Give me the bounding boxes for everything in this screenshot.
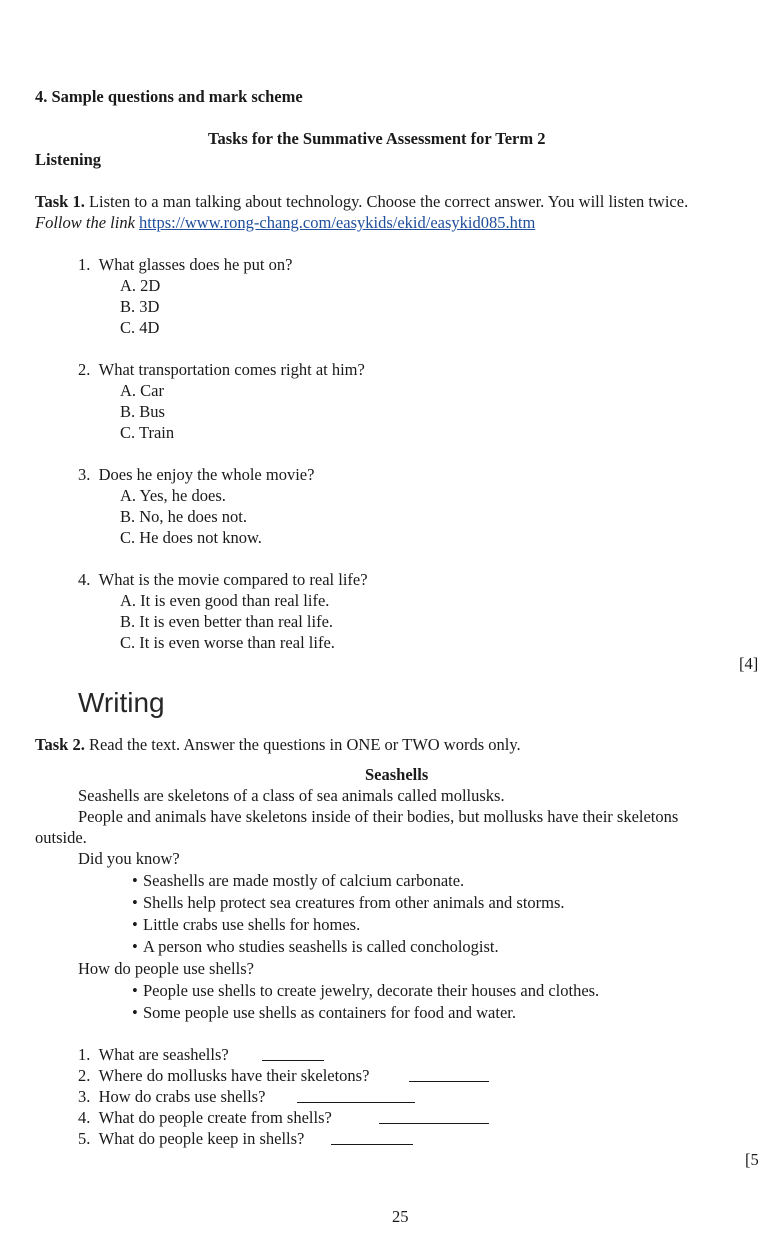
fact-item: • Little crabs use shells for homes.	[132, 915, 361, 934]
writing-question-3: 3. How do crabs use shells?	[78, 1087, 266, 1106]
listening-question-4: 4. What is the movie compared to real life?	[78, 570, 368, 589]
answer-blank-5[interactable]	[331, 1130, 413, 1145]
task1-text: Listen to a man talking about technology. Choose the correct answer. You will listen twice.	[88, 192, 689, 211]
writing-heading: Writing	[78, 687, 165, 718]
page-title: Tasks for the Summative Assessment for Term 2	[208, 129, 546, 148]
listening-heading: Listening	[35, 150, 102, 169]
how-use-heading: How do people use shells?	[78, 959, 254, 978]
writing-question-4: 4. What do people create from shells?	[78, 1108, 332, 1127]
text-title: Seashells	[365, 765, 429, 784]
task2-text: Read the text. Answer the questions in ONE or TWO words only.	[88, 735, 521, 754]
writing-question-2: 2. Where do mollusks have their skeletons?	[78, 1066, 370, 1085]
answer-blank-2[interactable]	[409, 1067, 489, 1082]
listening-q3-option-b: B. No, he does not.	[120, 507, 247, 526]
paragraph-2: People and animals have skeletons inside of their bodies, but mollusks have their skeletons	[78, 807, 679, 826]
task2-instruction	[35, 737, 521, 754]
listening-q3-option-c: C. He does not know.	[120, 528, 262, 547]
task2-label: Task 2.	[35, 735, 85, 754]
section-heading: 4. Sample questions and mark scheme	[35, 87, 303, 106]
writing-question-1: 1. What are seashells?	[78, 1045, 229, 1064]
listening-question-3: 3. Does he enjoy the whole movie?	[78, 465, 315, 484]
did-you-know-heading: Did you know?	[78, 849, 180, 868]
answer-blank-1[interactable]	[262, 1046, 324, 1061]
fact-item: • Seashells are made mostly of calcium carbonate.	[132, 871, 465, 890]
audio-link[interactable]: https://www.rong-chang.com/easykids/ekid/easykid085.htm	[139, 213, 536, 232]
listening-q1-option-a: A. 2D	[120, 276, 161, 295]
use-item: • Some people use shells as containers for food and water.	[132, 1003, 516, 1022]
paragraph-1: Seashells are skeletons of a class of sea animals called mollusks.	[78, 786, 505, 805]
task1-label: Task 1.	[35, 192, 85, 211]
answer-blank-4[interactable]	[379, 1109, 489, 1124]
use-item: • People use shells to create jewelry, decorate their houses and clothes.	[132, 981, 600, 1000]
task1-link-line	[35, 215, 535, 232]
listening-q1-option-b: B. 3D	[120, 297, 160, 316]
paragraph-2-continued: outside.	[35, 828, 87, 847]
listening-question-1: 1. What glasses does he put on?	[78, 255, 293, 274]
listening-q2-option-b: B. Bus	[120, 402, 165, 421]
listening-q4-option-c: C. It is even worse than real life.	[120, 633, 335, 652]
writing-marks: [5	[745, 1150, 759, 1169]
listening-question-2: 2. What transportation comes right at him?	[78, 360, 365, 379]
listening-q2-option-a: A. Car	[120, 381, 164, 400]
fact-item: • Shells help protect sea creatures from other animals and storms.	[132, 893, 565, 912]
follow-link-text: Follow the link	[35, 213, 135, 232]
fact-item: • A person who studies seashells is called conchologist.	[132, 937, 499, 956]
listening-marks: [4]	[739, 654, 759, 673]
listening-q4-option-a: A. It is even good than real life.	[120, 591, 330, 610]
task1-instruction	[35, 194, 688, 211]
page-number: 25	[392, 1207, 409, 1226]
listening-q2-option-c: C. Train	[120, 423, 175, 442]
listening-q4-option-b: B. It is even better than real life.	[120, 612, 334, 631]
listening-q3-option-a: A. Yes, he does.	[120, 486, 226, 505]
writing-question-5: 5. What do people keep in shells?	[78, 1129, 305, 1148]
answer-blank-3[interactable]	[297, 1088, 415, 1103]
listening-q1-option-c: C. 4D	[120, 318, 160, 337]
